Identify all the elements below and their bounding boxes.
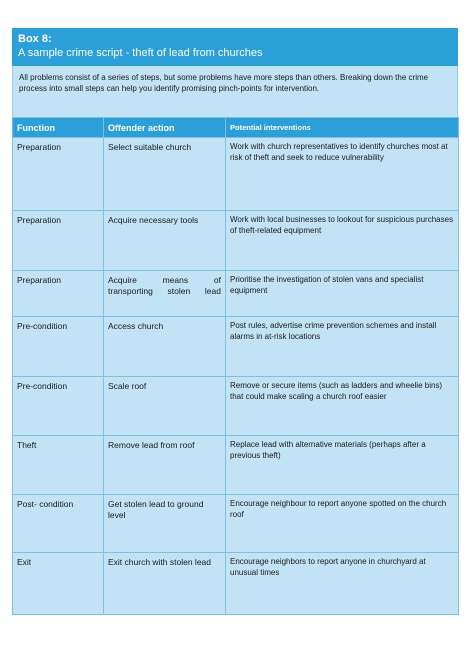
cell-intervention: Encourage neighbors to report anyone in churchyard at unusual times (226, 553, 459, 615)
cell-intervention: Post rules, advertise crime prevention schemes and install alarms in at-risk locations (226, 317, 459, 377)
cell-intervention: Encourage neighbour to report anyone spotted on the church roof (226, 495, 459, 553)
box-header (12, 28, 458, 66)
table-row (13, 138, 459, 211)
spacer (12, 110, 458, 117)
table-row (13, 211, 459, 271)
cell-function: Preparation (13, 211, 104, 271)
table-row (13, 317, 459, 377)
crime-script-table (12, 117, 459, 615)
cell-intervention: Work with church representatives to identify churches most at risk of theft and seek to reduce vulnerability (226, 138, 459, 211)
header-offender-action: Offender action (104, 118, 226, 138)
header-potential-interventions: Potential interventions (226, 118, 459, 138)
table-header-row (13, 118, 459, 138)
table-row (13, 377, 459, 436)
header-function: Function (13, 118, 104, 138)
cell-intervention: Replace lead with alternative materials (perhaps after a previous theft) (226, 436, 459, 495)
cell-function: Exit (13, 553, 104, 615)
cell-intervention: Work with local businesses to lookout for suspicious purchases of theft-related equipment (226, 211, 459, 271)
cell-function: Theft (13, 436, 104, 495)
cell-action: Remove lead from roof (104, 436, 226, 495)
box-label: Box 8: (18, 33, 52, 45)
cell-function: Preparation (13, 271, 104, 317)
table-row (13, 553, 459, 615)
cell-action: Acquire means of transporting stolen lead (104, 271, 226, 317)
cell-function: Pre-condition (13, 317, 104, 377)
table-row (13, 271, 459, 317)
cell-function: Pre-condition (13, 377, 104, 436)
crime-script-box (12, 28, 458, 615)
table-row (13, 436, 459, 495)
cell-action: Acquire necessary tools (104, 211, 226, 271)
cell-function: Preparation (13, 138, 104, 211)
cell-function: Post- condition (13, 495, 104, 553)
box-intro: All problems consist of a series of steps, but some problems have more steps than others. Breaking down the crime process into small steps can help you identify promising pinch-points for intervention. (12, 66, 458, 110)
cell-intervention: Prioritise the investigation of stolen vans and specialist equipment (226, 271, 459, 317)
cell-action: Access church (104, 317, 226, 377)
box-title: A sample crime script - theft of lead from churches (18, 47, 263, 59)
cell-action: Exit church with stolen lead (104, 553, 226, 615)
cell-action: Scale roof (104, 377, 226, 436)
cell-action: Select suitable church (104, 138, 226, 211)
cell-action: Get stolen lead to ground level (104, 495, 226, 553)
cell-intervention: Remove or secure items (such as ladders and wheelie bins) that could make scaling a church roof easier (226, 377, 459, 436)
table-row (13, 495, 459, 553)
